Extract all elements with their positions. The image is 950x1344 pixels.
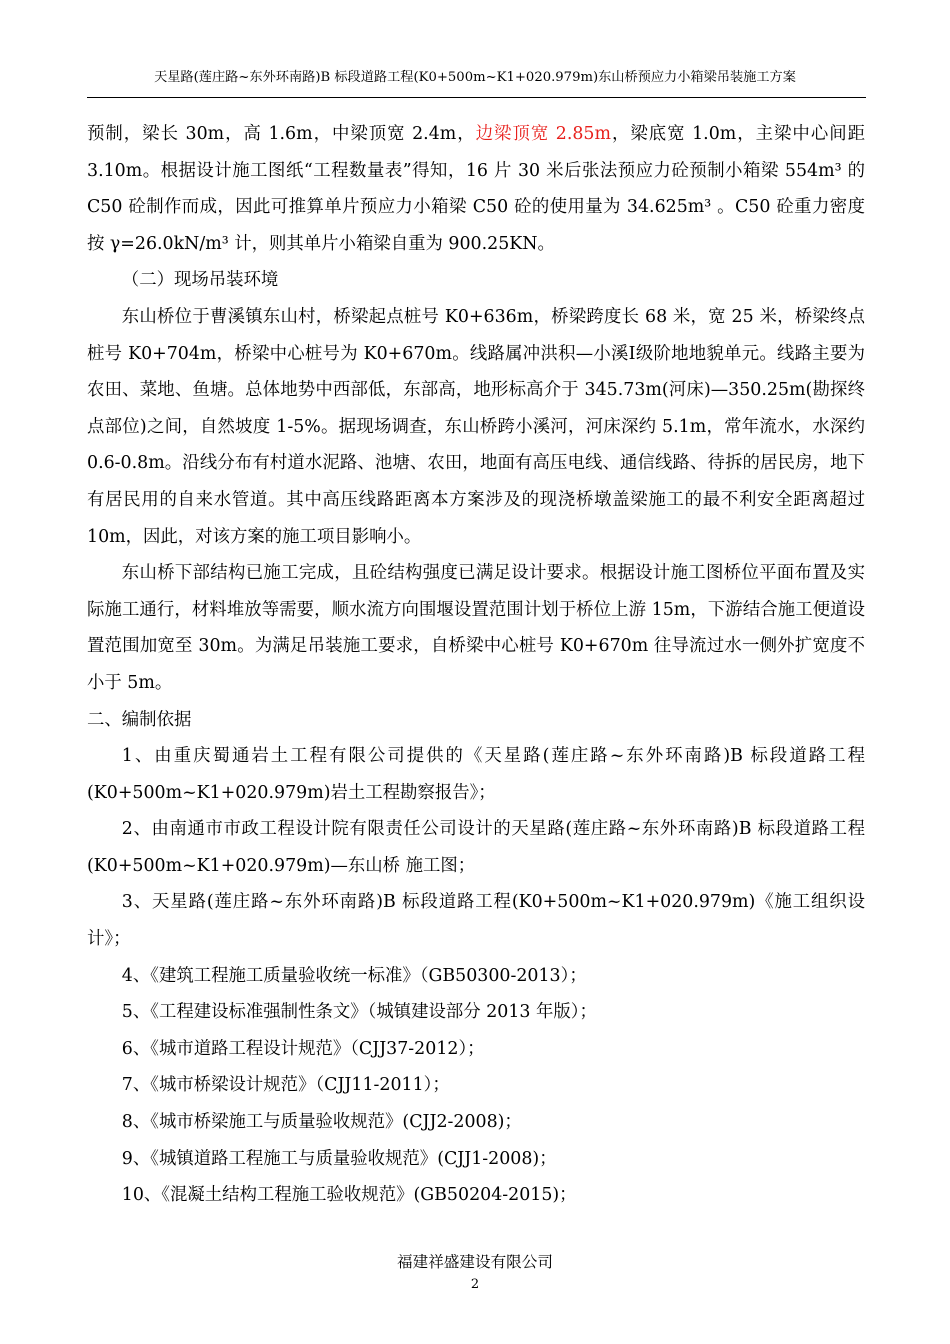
- document-body: [87, 116, 865, 1214]
- beam-specs-paragraph: [87, 116, 865, 262]
- beam-specs-text-2: ，梁底宽 1.0m，主梁中心间距 3.10m。根据设计施工图纸“工程数量表”得知，16 片 30 米后张法预应力砼预制小箱梁 554m³ 的 C50 砼制作而成，因此可推算单片预应力小箱梁 C50 砼的使用量为 34.625m³ 。C50 砼重力密度按 γ=26.0kN/m³ 计，则其单片小箱梁自重为 900.25KN。: [87, 124, 866, 254]
- page-header: 天星路(莲庄路~东外环南路)B 标段道路工程(K0+500m~K1+020.979m)东山桥预应力小箱梁吊装施工方案: [154, 70, 796, 85]
- reference-item-10: 10、《混凝土结构工程施工验收规范》(GB50204-2015)；: [121, 1185, 577, 1206]
- reference-item-4: 4、《建筑工程施工质量验收统一标准》（GB50300-2013）；: [121, 965, 587, 986]
- footer-company: 福建祥盛建设有限公司: [397, 1253, 553, 1271]
- substructure-paragraph: 东山桥下部结构已施工完成，且砼结构强度已满足设计要求。根据设计施工图桥位平面布置及实际施工通行，材料堆放等需要，顺水流方向围堰设置范围计划于桥位上游 15m，下游结合施工便道设置范围加宽至 30m。为满足吊装施工要求，自桥梁中心桩号 K0+670m 往导流过水一侧外扩宽度不小于 5m。: [87, 563, 865, 693]
- beam-specs-text-1: 预制，梁长 30m，高 1.6m，中梁顶宽 2.4m，: [87, 124, 476, 144]
- reference-item-2: 2、由南通市市政工程设计院有限责任公司设计的天星路(莲庄路~东外环南路)B 标段道路工程(K0+500m~K1+020.979m)—东山桥 施工图；: [87, 819, 865, 876]
- reference-item-7: 7、《城市桥梁设计规范》（CJJ11-2011）；: [121, 1075, 450, 1096]
- section-basis-heading: 二、编制依据: [87, 709, 192, 730]
- reference-item-3: 3、天星路(莲庄路~东外环南路)B 标段道路工程(K0+500m~K1+020.979m)《施工组织设计》；: [87, 892, 865, 950]
- reference-item-5: 5、《工程建设标准强制性条文》（城镇建设部分 2013 年版）；: [121, 1002, 597, 1023]
- reference-item-8: 8、《城市桥梁施工与质量验收规范》(CJJ2-2008)；: [121, 1112, 522, 1133]
- reference-item-6: 6、《城市道路工程设计规范》（CJJ37-2012）；: [121, 1038, 485, 1059]
- header-divider: [87, 97, 866, 98]
- page-number: 2: [470, 1277, 480, 1292]
- section-site-heading: （二）现场吊装环境: [121, 270, 279, 291]
- reference-item-1: 1、由重庆蜀通岩土工程有限公司提供的《天星路(莲庄路~东外环南路)B 标段道路工程(K0+500m~K1+020.979m)岩土工程勘察报告》；: [87, 746, 865, 803]
- reference-item-9: 9、《城镇道路工程施工与质量验收规范》(CJJ1-2008)；: [121, 1148, 557, 1169]
- beam-specs-highlight: 边梁顶宽 2.85m: [475, 124, 611, 144]
- site-environment-paragraph: 东山桥位于曹溪镇东山村，桥梁起点桩号 K0+636m，桥梁跨度长 68 米，宽 25 米，桥梁终点桩号 K0+704m，桥梁中心桩号为 K0+670m。线路属冲洪积—小溪Ⅰ级阶地地貌单元。线路主要为农田、菜地、鱼塘。总体地势中西部低，东部高，地形标高介于 345.73m(河床)—350.25m(勘探终点部位)之间，自然坡度 1-5%。据现场调查，东山桥跨小溪河，河床深约 5.1m，常年流水，水深约 0.6-0.8m。沿线分布有村道水泥路、池塘、农田，地面有高压电线、通信线路、待拆的居民房，地下有居民用的自来水管道。其中高压线路距离本方案涉及的现浇桥墩盖梁施工的最不利安全距离超过 10m，因此，对该方案的施工项目影响小。: [87, 306, 865, 547]
